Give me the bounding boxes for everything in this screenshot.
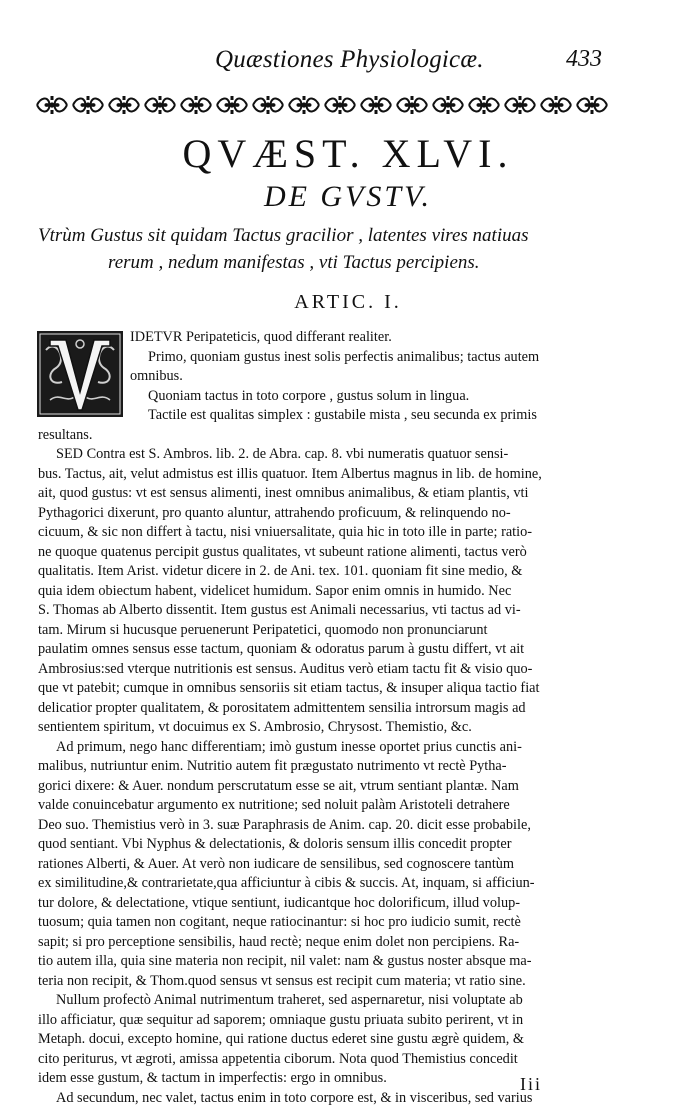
text-line: qualitatis. Item Arist. videtur dicere in 2. de Ani. tex. 101. quoniam fit sine medio, & [38, 563, 523, 579]
text-line: Ad secundum, nec valet, tactus enim in toto corpore est, & in visceribus, sed varius [56, 1089, 533, 1106]
text-line: Pythagorici dixerunt, pro quanto aluntur, attrahendo proficuum, & relinquendo no- [38, 504, 511, 521]
subject-heading: DE GVSTV. [263, 180, 433, 213]
text-line: Metaph. docui, excepto homine, qui ratione ductus ederet sine gustu ægrè quidem, & [38, 1031, 524, 1047]
text-line: ex similitudine,& contrarietate,qua afficiuntur à cibis & succis. At, inquam, si afficiun- [38, 875, 535, 891]
text-line: bus. Tactus, ait, velut admistus est illis quatuor. Item Albertus magnus in lib. de homine, [38, 465, 542, 482]
text-line: tur dolore, & delectatione, vtique sentiunt, iudicantque hoc dolorificum, illud volup- [38, 894, 521, 911]
text-line: Ad primum, nego hanc differentiam; imò gustum inesse oportet prius cunctis ani- [56, 738, 522, 755]
body-text [38, 328, 604, 1108]
text-line: rationes Alberti, & Auer. At verò non iudicare de sensilibus, sed cognoscere tantùm [38, 855, 515, 872]
page-number: 433 [566, 46, 602, 72]
text-line: SED Contra est S. Ambros. lib. 2. de Abra. cap. 8. vbi numeratis quatuor sensi- [56, 446, 509, 462]
text-line: Primo, quoniam gustus inest solis perfectis animalibus; tactus autem [148, 348, 540, 365]
text-line: omnibus. [130, 368, 183, 384]
text-line: ait, quod gustus: vt est sensus alimenti, inest omnibus animalibus, & etiam plantis, vti [38, 485, 529, 501]
question-line: Vtrùm Gustus sit quidam Tactus gracilior , latentes vires natiuas [38, 225, 529, 246]
text-line: ne quoque quatenus percipit gustus qualitates, vt subeunt ratione alimenti, tactus verò [38, 543, 527, 560]
text-line: tuosum; quia tamen non cogitant, neque ratiocinantur: si hoc pro iudicio sumit, rectè [38, 914, 521, 930]
text-line: quia idem obiectum habent, videlicet humidum. Sapor enim omnis in humido. Nec [38, 582, 512, 599]
text-line: valde conuincebatur argumento ex nutritione; sed noluit palàm Aristoteli detrahere [38, 797, 510, 813]
text-line: tio autem illa, quia sine materia non recipit, nil valet: nam & gustus noster absque ma- [38, 953, 532, 969]
running-head [0, 46, 696, 76]
text-line: IDETVR Peripateticis, quod differant realiter. [130, 329, 392, 345]
text-line: teria non recipit, & Thom.quod sensus vt sensus est recipit cum materia; vt ratio sine. [38, 972, 526, 989]
text-line: paulatim omnes sensus esse tactum, quoniam & odoratus parum à gustu differt, vt ait [38, 641, 525, 657]
text-line: S. Thomas ab Alberto dissentit. Item gustus est Animali necessarius, vti tactus ad vi- [38, 602, 521, 618]
text-line: gorici dixere: & Auer. nondum perscrutatum esse se ait, vtrum sentiant plantæ. Nam [38, 777, 519, 794]
text-line: delicatior propter qualitatem, & porositatem admittentem sensilia introrsum magis ad [38, 699, 526, 716]
text-line: illo afficiatur, quæ sequitur ad saporem; omniaque gustu priuata subito perirent, vt in [38, 1011, 524, 1028]
article-heading: ARTIC. I. [294, 291, 402, 313]
signature-mark: Iii [520, 1074, 542, 1094]
text-line: tam. Mirum si hucusque peruenerunt Peripatetici, quomodo non pronunciarunt [38, 621, 488, 638]
running-title: Quæstiones Physiologicæ. [215, 46, 484, 73]
quaestio-heading: QVÆST. XLVI. [182, 131, 514, 176]
text-line: idem esse gustum, & tactum in imperfectis: ergo in omnibus. [38, 1070, 387, 1086]
text-line: Tactile est qualitas simplex : gustabile mista , seu secunda ex primis [148, 407, 537, 423]
question-statement [38, 222, 628, 276]
text-line: Ambrosius:sed vterque nutritionis est sensus. Auditus verò etiam tactu fit & visio quo- [38, 660, 533, 677]
ornament-band [35, 94, 619, 116]
question-line: rerum , nedum manifestas , vti Tactus percipiens. [108, 252, 480, 273]
text-line: sentientem spiritum, vt docuimus ex S. Ambrosio, Chrysost. Themistio, &c. [38, 719, 472, 735]
text-line: cito periturus, vt ægroti, amissa appetentia ciborum. Nota quod Themistius concedit [38, 1050, 518, 1067]
text-line: Quoniam tactus in toto corpore , gustus solum in lingua. [148, 387, 470, 404]
text-line: que vt patebit; cumque in omnibus sensoriis sit etiam tactus, & insuper aliqua tactio fiat [38, 680, 540, 696]
text-line: Nullum profectò Animal nutrimentum traheret, sed aspernaretur, nisi voluptate ab [56, 992, 523, 1008]
text-line: quod sentiant. Vbi Nyphus & delectationis, & doloris sensum illis concedit propter [38, 836, 512, 852]
text-line: sapit; si pro perceptione sensibilis, haud rectè; neque enim dolet non percipiens. Ra- [38, 933, 520, 950]
text-line: resultans. [38, 426, 93, 443]
text-line: malibus, nutriuntur enim. Nutritio autem fit prægustato nutrimento vt rectè Pytha- [38, 758, 507, 774]
text-line: cicuum, & sic non differt à tactu, nisi vniuersalitate, quia hic in toto ille in parte; ratio- [38, 524, 533, 540]
text-line: Deo suo. Themistius verò in 3. suæ Paraphrasis de Anim. cap. 20. dicit esse probabile, [38, 816, 531, 833]
